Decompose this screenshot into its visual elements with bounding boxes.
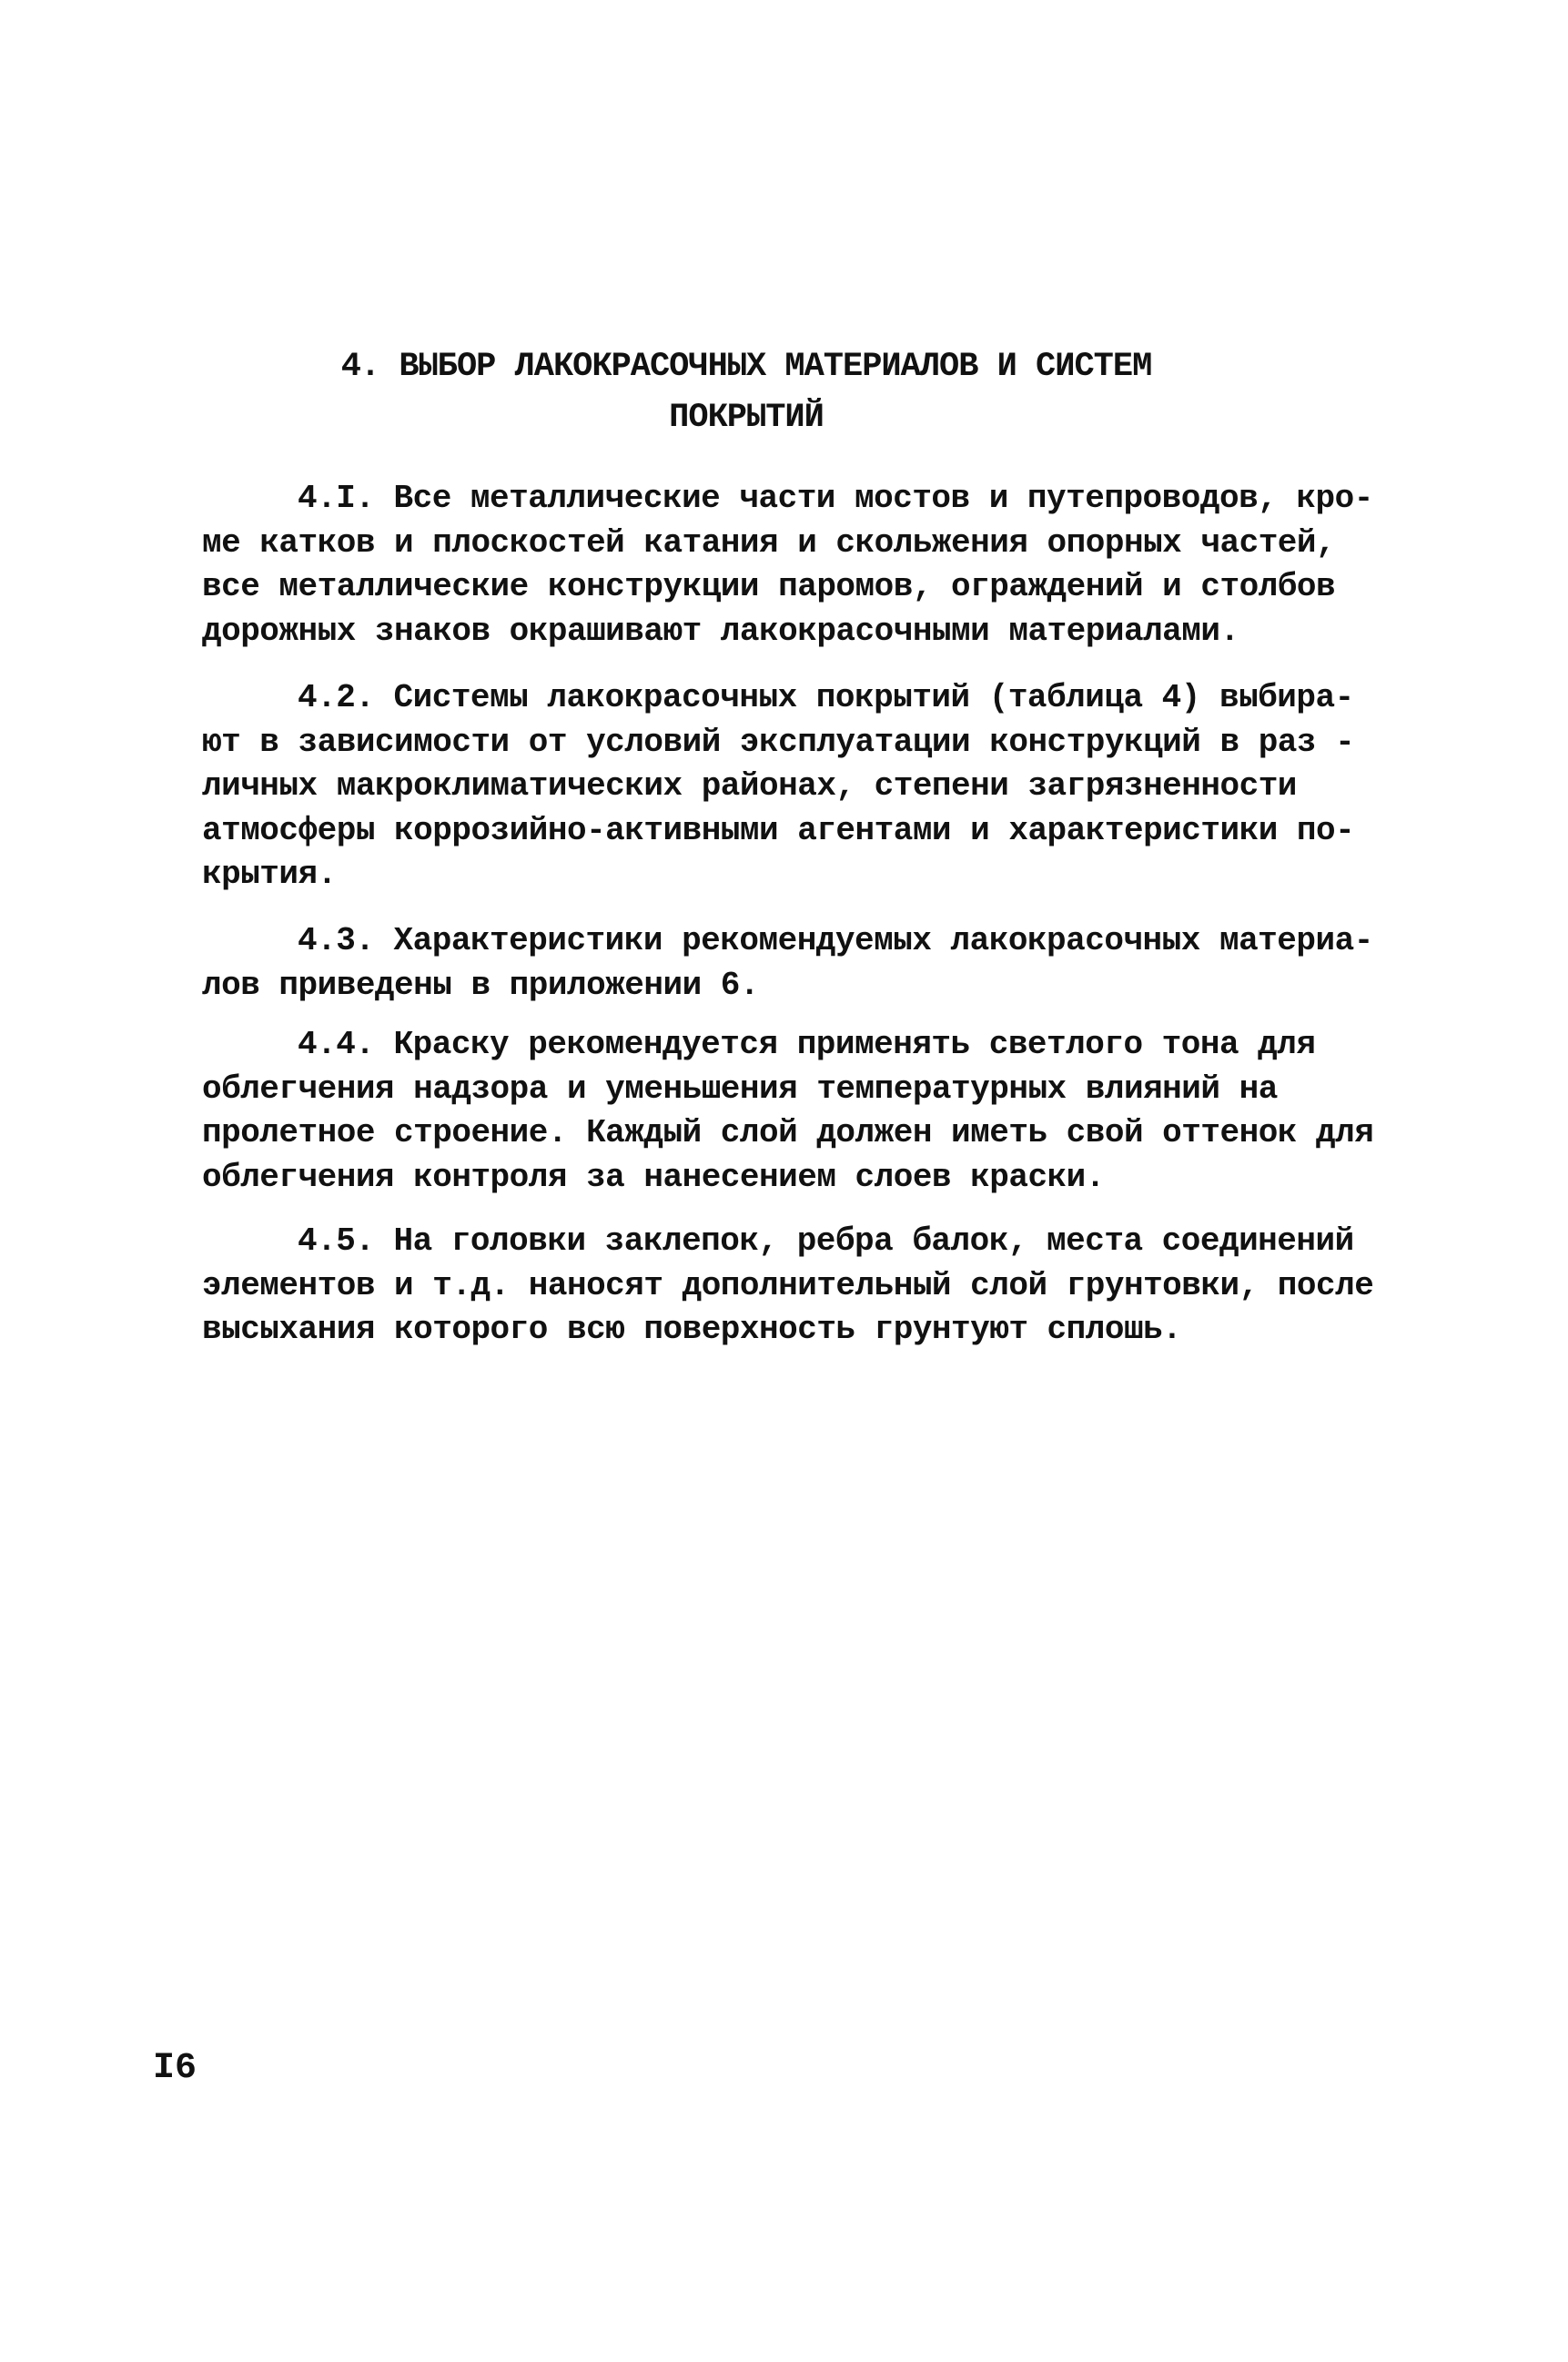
section-heading: [200, 341, 1292, 443]
paragraph-4-2: [202, 676, 1355, 897]
paragraph-line: облегчения надзора и уменьшения температурных влияний на: [202, 1069, 1278, 1108]
paragraph-line: элементов и т.д. наносят дополнительный слой грунтовки, после: [202, 1266, 1374, 1304]
page-number: I6: [153, 2048, 197, 2089]
paragraph-line: 4.3. Характеристики рекомендуемых лакокрасочных материа-: [298, 922, 1373, 959]
paragraph-line: атмосферы коррозийно-активными агентами и характеристики по-: [202, 811, 1355, 849]
paragraph-line: лов приведены в приложении 6.: [202, 966, 760, 1004]
paragraph-line: крытия.: [202, 856, 337, 893]
paragraph-line: облегчения контроля за нанесением слоев краски.: [202, 1158, 1105, 1196]
paragraph-line: 4.2. Системы лакокрасочных покрытий (таблица 4) выбира-: [298, 679, 1354, 716]
heading-line: ПОКРЫТИЙ: [669, 399, 824, 437]
paragraph-4-1: [202, 477, 1373, 654]
paragraph-4-3: [202, 919, 1373, 1008]
paragraph-line: 4.I. Все металлические части мостов и путепроводов, кро-: [298, 480, 1373, 517]
paragraph-line: личных макроклиматических районах, степени загрязненности: [202, 767, 1297, 805]
paragraph-line: ме катков и плоскостей катания и скольжения опорных частей,: [202, 523, 1336, 562]
paragraph-line: пролетное строение. Каждый слой должен иметь свой оттенок для: [202, 1114, 1374, 1151]
paragraph-line: высыхания которого всю поверхность грунтуют сплошь.: [202, 1311, 1182, 1348]
paragraph-4-4: [202, 1023, 1374, 1200]
paragraph-4-5: [202, 1220, 1374, 1353]
heading-line: 4. ВЫБОР ЛАКОКРАСОЧНЫХ МАТЕРИАЛОВ И СИСТЕМ: [340, 348, 1152, 386]
paragraph-line: все металлические конструкции паромов, ограждений и столбов: [202, 568, 1336, 605]
paragraph-line: ют в зависимости от условий эксплуатации конструкций в раз -: [202, 723, 1355, 761]
paragraph-line: 4.4. Краску рекомендуется применять светлого тона для: [298, 1026, 1316, 1063]
paragraph-line: 4.5. На головки заклепок, ребра балок, места соединений: [298, 1222, 1354, 1260]
paragraph-line: дорожных знаков окрашивают лакокрасочными материалами.: [202, 612, 1239, 650]
